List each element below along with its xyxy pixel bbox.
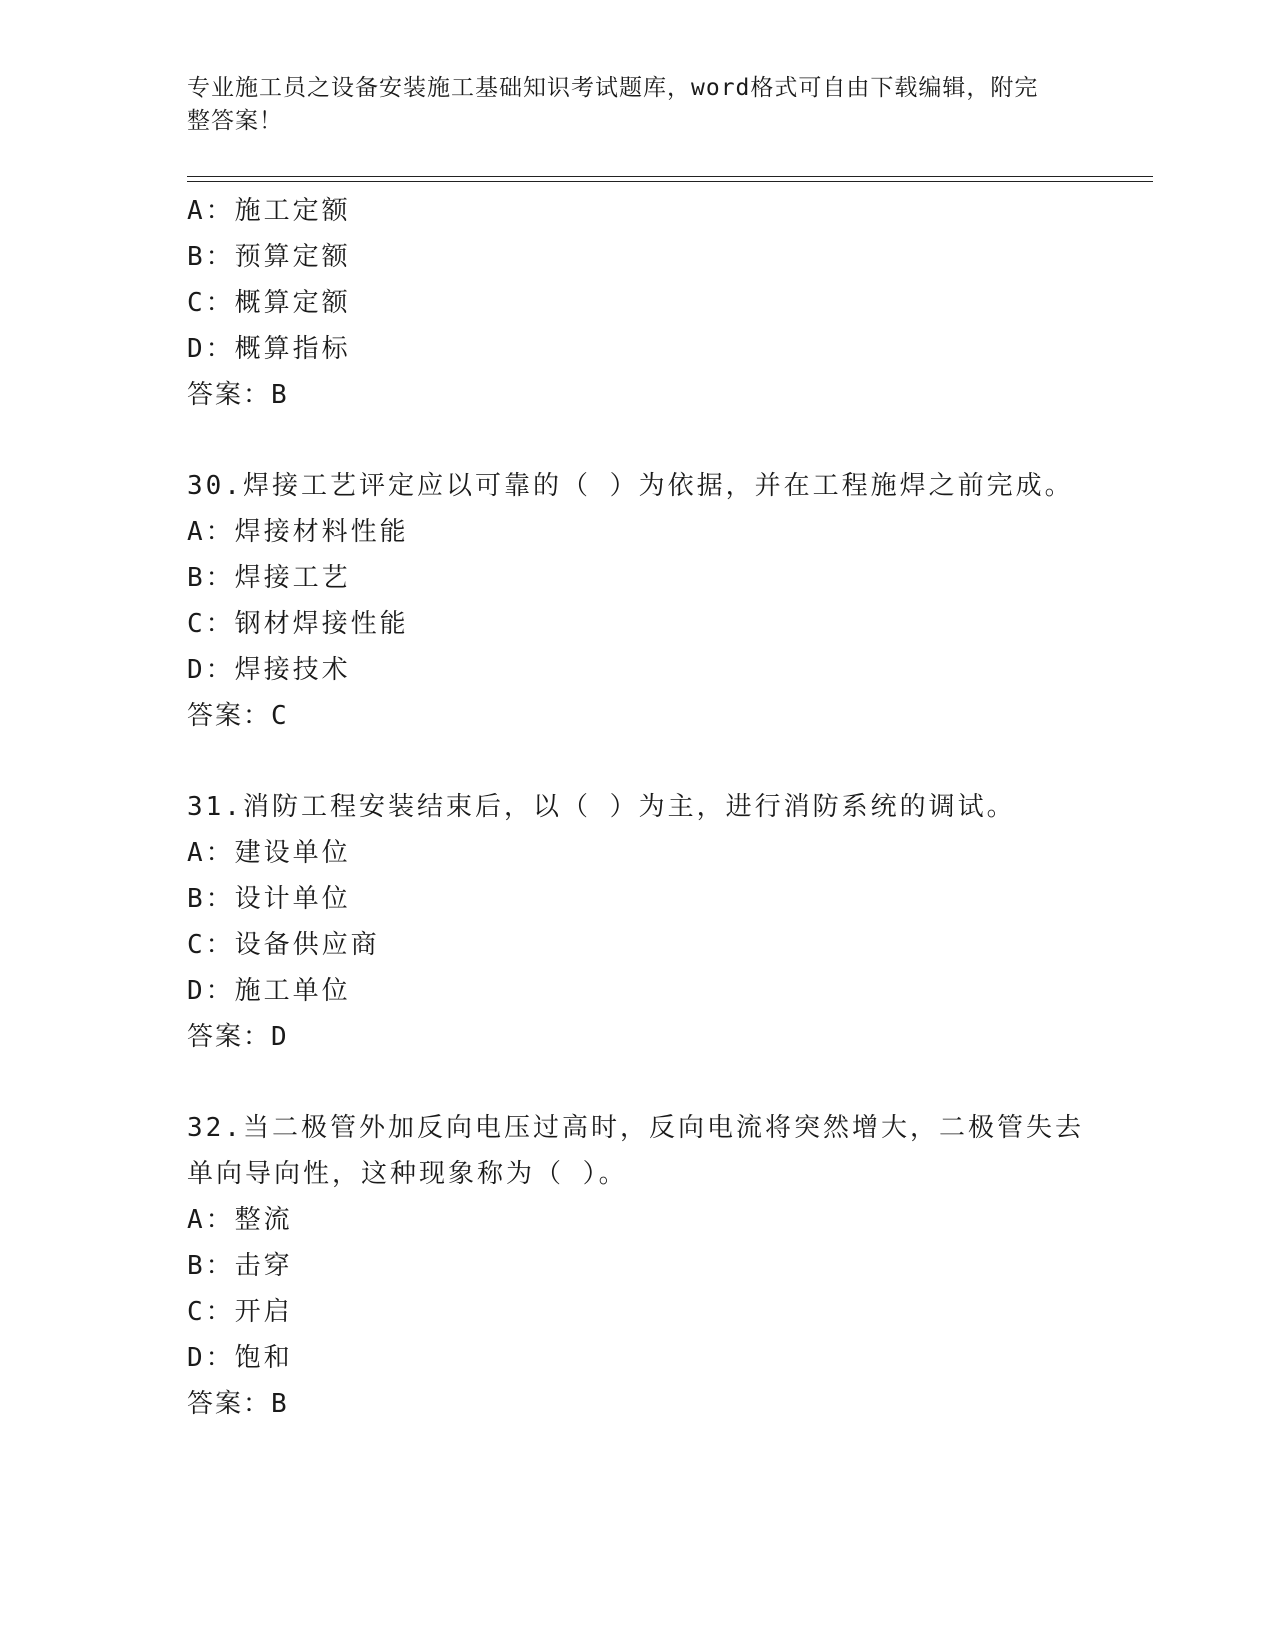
question-text-line-2: 单向导向性，这种现象称为（ ）。 — [187, 1159, 628, 1189]
question-text-line-1: 32.当二极管外加反向电压过高时，反向电流将突然增大，二极管失去 — [187, 1113, 1084, 1143]
answer-line: 答案：C — [187, 701, 289, 731]
answer-line: 答案：B — [187, 1389, 289, 1419]
block-spacer — [187, 739, 1087, 784]
option-d: D：施工单位 — [187, 976, 351, 1006]
option-c: C：概算定额 — [187, 288, 351, 318]
option-a: A：整流 — [187, 1205, 293, 1235]
option-d: D：焊接技术 — [187, 655, 351, 685]
option-c: C：钢材焊接性能 — [187, 609, 409, 639]
question-text: 30.焊接工艺评定应以可靠的（ ）为依据，并在工程施焊之前完成。 — [187, 471, 1074, 501]
option-d: D：概算指标 — [187, 334, 351, 364]
question-list — [187, 188, 1087, 1427]
option-a: A：焊接材料性能 — [187, 517, 409, 547]
document-header — [187, 72, 1067, 138]
block-spacer — [187, 418, 1087, 463]
header-line-2: 整答案！ — [187, 108, 283, 134]
question-block-29 — [187, 188, 1087, 418]
option-b: B：设计单位 — [187, 884, 351, 914]
question-block-30 — [187, 463, 1087, 739]
option-a: A：施工定额 — [187, 196, 351, 226]
answer-line: 答案：B — [187, 380, 289, 410]
question-text: 31.消防工程安装结束后，以（ ）为主，进行消防系统的调试。 — [187, 792, 1016, 822]
header-line-1: 专业施工员之设备安装施工基础知识考试题库，word格式可自由下载编辑，附完 — [187, 75, 1039, 101]
question-block-31 — [187, 784, 1087, 1060]
option-c: C：开启 — [187, 1297, 293, 1327]
option-c: C：设备供应商 — [187, 930, 380, 960]
header-divider-top — [187, 176, 1153, 177]
block-spacer — [187, 1060, 1087, 1105]
answer-line: 答案：D — [187, 1022, 289, 1052]
option-b: B：焊接工艺 — [187, 563, 351, 593]
option-d: D：饱和 — [187, 1343, 293, 1373]
option-b: B：击穿 — [187, 1251, 293, 1281]
option-a: A：建设单位 — [187, 838, 351, 868]
question-block-32 — [187, 1105, 1087, 1427]
option-b: B：预算定额 — [187, 242, 351, 272]
header-divider-bottom — [187, 181, 1153, 182]
